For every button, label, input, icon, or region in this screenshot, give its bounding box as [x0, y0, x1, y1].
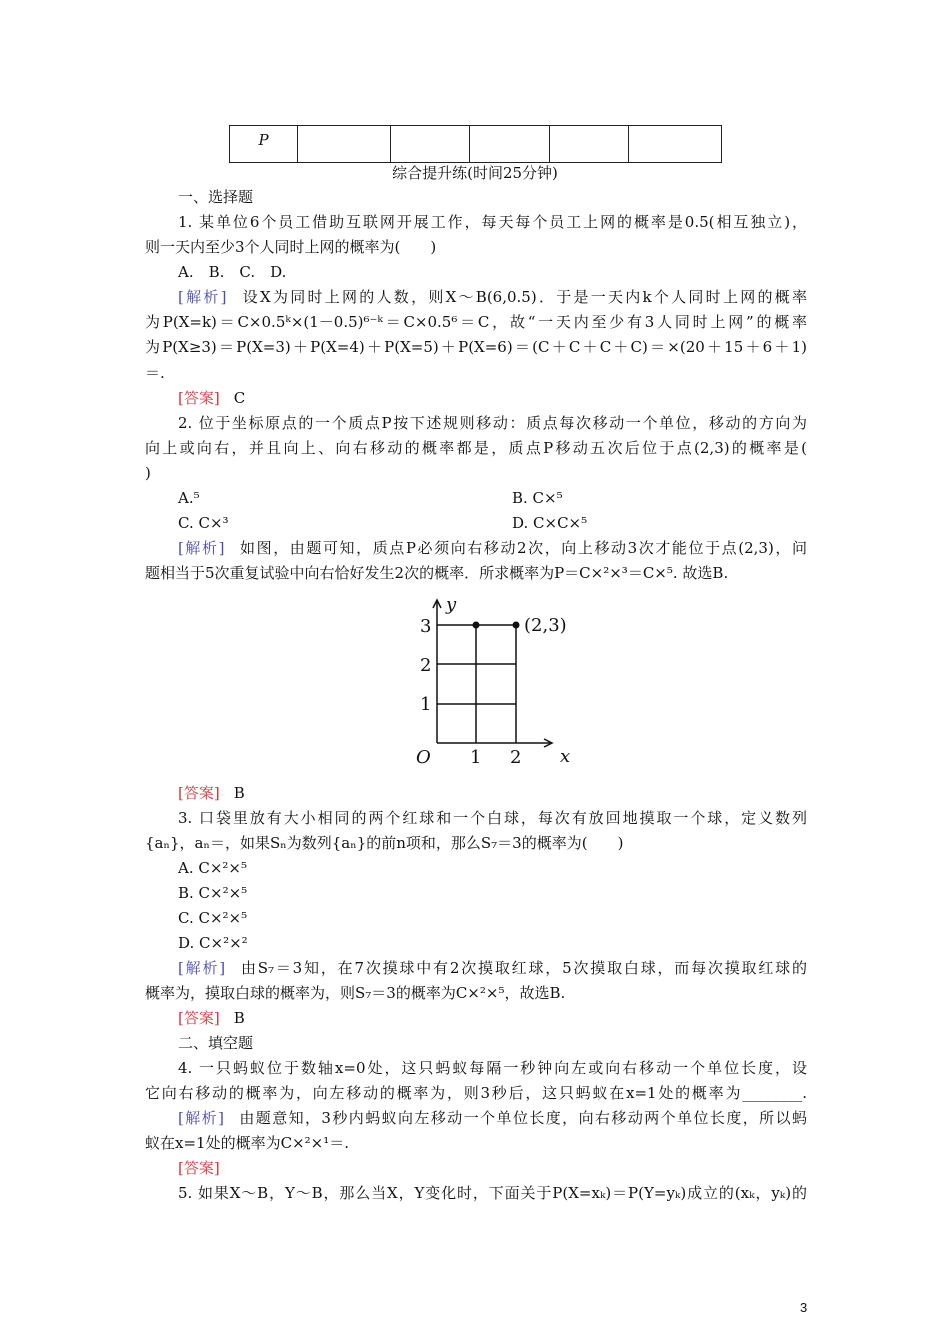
text-line — [145, 833, 807, 853]
line-text: 题相当于5次重复试验中向右恰好发生2次的概率．所求概率为P＝C×²×³＝C×⁵. 故选B. — [145, 564, 729, 582]
line-text: C. C×³ — [178, 514, 229, 532]
option-right: D. C×C×⁵ — [512, 514, 588, 532]
table-row-label: P — [230, 126, 298, 163]
text-line — [178, 1058, 807, 1078]
point — [473, 622, 480, 629]
answer-label: [答案] — [178, 389, 220, 407]
analysis-label: [解析] — [178, 1109, 224, 1127]
x-axis-label: x — [560, 746, 571, 767]
y-tick: 3 — [420, 616, 432, 637]
line-text: ＝. — [145, 364, 165, 382]
text-line — [178, 1108, 807, 1128]
line-text: B — [233, 784, 245, 802]
text-line — [178, 1158, 807, 1178]
text-line — [178, 538, 807, 558]
point-label: (2,3) — [524, 615, 567, 636]
text-line — [178, 287, 807, 307]
answer-label: [答案] — [178, 1009, 220, 1027]
line-text: 二、填空题 — [178, 1034, 254, 1052]
line-text: 2. 位于坐标原点的一个质点P按下述规则移动：质点每次移动一个单位，移动的方向为 — [178, 414, 807, 432]
text-line — [145, 337, 807, 357]
line-text: 如图，由题可知，质点P必须向右移动2次，向上移动3次才能位于点(2,3)，问 — [238, 539, 807, 557]
line-text: 由题意知，3秒内蚂蚁向左移动一个单位长度，向右移动两个单位长度，所以蚂 — [237, 1109, 807, 1127]
y-tick: 1 — [420, 694, 432, 715]
line-text: 则一天内至少3个人同时上网的概率为( ) — [145, 238, 437, 256]
text-line — [178, 1008, 807, 1028]
table-cell — [629, 126, 722, 163]
text-line — [178, 212, 807, 232]
text-line — [145, 312, 807, 332]
line-text: {aₙ}，aₙ＝，如果Sₙ为数列{aₙ}的前n项和，那么S₇＝3的概率为( ) — [145, 834, 624, 852]
answer-label: [答案] — [178, 1159, 220, 1177]
text-line — [145, 463, 807, 483]
text-line — [178, 783, 807, 803]
text-line — [178, 513, 807, 533]
line-text: A. C×²×⁵ — [178, 859, 248, 877]
line-text: B. C×²×⁵ — [178, 884, 248, 902]
line-text: 它向右移动的概率为，向左移动的概率为，则3秒后，这只蚂蚁在x=1处的概率为________. — [145, 1084, 807, 1102]
grid-figure — [400, 590, 590, 770]
analysis-label: [解析] — [178, 539, 225, 557]
text-line — [145, 563, 807, 583]
probability-table — [229, 125, 722, 163]
line-text: B — [233, 1009, 245, 1027]
text-line — [145, 438, 807, 458]
section-title: 综合提升练(时间25分钟) — [392, 164, 558, 182]
text-line — [178, 858, 807, 878]
y-tick: 2 — [420, 655, 432, 676]
line-text: C — [233, 389, 246, 407]
analysis-label: [解析] — [178, 959, 226, 977]
line-text: A.⁵ — [178, 489, 200, 507]
text-line — [178, 933, 807, 953]
text-line — [178, 488, 807, 508]
text-line — [145, 363, 807, 383]
analysis-label: [解析] — [178, 288, 227, 306]
text-line — [178, 958, 807, 978]
text-line — [145, 237, 807, 257]
line-text: 1. 某单位6个员工借助互联网开展工作，每天每个员工上网的概率是0.5(相互独立)， — [178, 213, 807, 231]
table-cell — [470, 126, 550, 163]
line-text: 向上或向右，并且向上、向右移动的概率都是，质点P移动五次后位于点(2,3)的概率是( — [145, 439, 807, 457]
text-line — [145, 1083, 807, 1103]
line-text: D. C×²×² — [178, 934, 248, 952]
line-text: 4. 一只蚂蚁位于数轴x=0处，这只蚂蚁每隔一秒钟向左或向右移动一个单位长度，设 — [178, 1059, 807, 1077]
text-line — [178, 388, 807, 408]
text-line — [178, 808, 807, 828]
table-cell — [550, 126, 629, 163]
line-text: C. C×²×⁵ — [178, 909, 248, 927]
text-line — [178, 1183, 807, 1203]
origin-label: O — [416, 747, 431, 768]
x-tick: 2 — [510, 747, 522, 768]
line-text: ) — [145, 464, 151, 482]
line-text: 设X为同时上网的人数，则X～B(6,0.5)．于是一天内k个人同时上网的概率 — [240, 288, 807, 306]
line-text: 一、选择题 — [178, 188, 254, 206]
line-text: 5. 如果X～B，Y～B，那么当X，Y变化时，下面关于P(X=xₖ)＝P(Y=yₖ)成立的(xₖ，yₖ)的 — [178, 1184, 807, 1202]
table-cell — [298, 126, 391, 163]
answer-label: [答案] — [178, 784, 220, 802]
y-axis-label: y — [446, 594, 457, 615]
table-cell — [391, 126, 470, 163]
page-number: 3 — [800, 1300, 808, 1315]
line-text: 概率为，摸取白球的概率为，则S₇＝3的概率为C×²×⁵，故选B. — [145, 984, 566, 1002]
text-line — [178, 187, 807, 207]
x-tick: 1 — [470, 747, 482, 768]
line-text: 由S₇＝3知，在7次摸球中有2次摸取红球，5次摸取白球，而每次摸取红球的 — [239, 959, 807, 977]
text-line — [178, 413, 807, 433]
text-line — [178, 1033, 807, 1053]
text-line — [145, 1133, 807, 1153]
text-line — [145, 983, 807, 1003]
option-right: B. C×⁵ — [512, 489, 563, 507]
point — [513, 622, 520, 629]
line-text: 为P(X=k)＝C×0.5ᵏ×(1－0.5)⁶⁻ᵏ＝C×0.5⁶＝C，故“一天内至少有3人同时上网”的概率 — [145, 313, 807, 331]
text-line — [178, 883, 807, 903]
line-text: A. B. C. D. — [178, 263, 287, 281]
line-text: 蚁在x=1处的概率为C×²×¹＝. — [145, 1134, 349, 1152]
text-line — [178, 908, 807, 928]
line-text: 为P(X≥3)＝P(X=3)＋P(X=4)＋P(X=5)＋P(X=6)＝(C＋C＋C＋C)＝×(20＋15＋6＋1) — [145, 338, 807, 356]
text-line — [178, 262, 807, 282]
line-text: 3. 口袋里放有大小相同的两个红球和一个白球，每次有放回地摸取一个球，定义数列 — [178, 809, 807, 827]
